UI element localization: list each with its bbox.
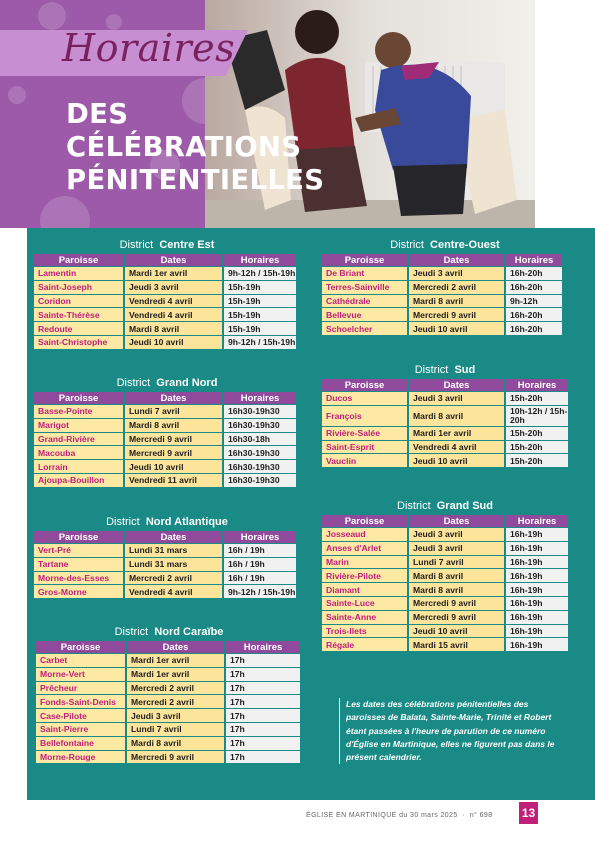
- parish-cell: Saint-Esprit: [322, 441, 407, 454]
- date-cell: Jeudi 10 avril: [409, 625, 504, 638]
- hours-cell: 17h: [226, 668, 300, 681]
- date-cell: Jeudi 10 avril: [409, 454, 504, 467]
- date-cell: Mardi 1er avril: [127, 668, 224, 681]
- district-centre-ouest: [320, 237, 570, 336]
- date-cell: Mercredi 2 avril: [127, 695, 224, 708]
- date-cell: Jeudi 3 avril: [127, 709, 224, 722]
- date-cell: Mardi 8 avril: [125, 322, 222, 335]
- parish-cell: Rivière-Pilote: [322, 569, 407, 582]
- hours-cell: 15h-20h: [506, 392, 568, 405]
- column-header-dates: Dates: [409, 254, 504, 266]
- date-cell: Jeudi 3 avril: [409, 542, 504, 555]
- table-row: [322, 406, 568, 426]
- table-row: [322, 625, 568, 638]
- table-row: [322, 528, 568, 541]
- table-row: [34, 419, 296, 432]
- parish-cell: Marin: [322, 556, 407, 569]
- hours-cell: 16h-19h: [506, 638, 568, 651]
- parish-cell: Morne-Vert: [36, 668, 125, 681]
- table-row: [34, 572, 296, 585]
- table-row: [34, 433, 296, 446]
- publication-date: du 30 mars 2025: [399, 812, 458, 819]
- schedule-panel: [27, 228, 595, 800]
- parish-cell: Morne-Rouge: [36, 751, 125, 764]
- parish-cell: Vert-Pré: [34, 544, 123, 557]
- table-header-row: [34, 392, 296, 404]
- hours-cell: 16h-19h: [506, 556, 568, 569]
- hours-cell: 9h-12h / 15h-19h: [224, 336, 296, 349]
- parish-cell: Schoelcher: [322, 322, 407, 335]
- page-title: [66, 98, 324, 197]
- date-cell: Mercredi 9 avril: [125, 446, 222, 459]
- hours-cell: 9h-12h / 15h-19h: [224, 585, 296, 598]
- date-cell: Mardi 1er avril: [409, 427, 504, 440]
- district-title: District Grand Nord: [116, 377, 218, 389]
- column-header-dates: Dates: [125, 531, 222, 543]
- hours-cell: 16h / 19h: [224, 572, 296, 585]
- column-header-dates: Dates: [127, 641, 224, 653]
- hours-cell: 15h-19h: [224, 322, 296, 335]
- column-header-dates: Dates: [409, 379, 504, 391]
- hours-cell: 10h-12h / 15h-20h: [506, 406, 568, 426]
- table-row: [34, 267, 296, 280]
- table-row: [322, 583, 568, 596]
- hours-cell: 16h-19h: [506, 569, 568, 582]
- column-header-horaires: Horaires: [506, 515, 568, 527]
- column-header-horaires: Horaires: [224, 392, 296, 404]
- date-cell: Jeudi 10 avril: [125, 460, 222, 473]
- hours-cell: 15h-20h: [506, 441, 568, 454]
- hours-cell: 17h: [226, 751, 300, 764]
- district-sud: [320, 362, 570, 468]
- column-header-dates: Dates: [125, 254, 222, 266]
- date-cell: Mercredi 9 avril: [127, 751, 224, 764]
- date-cell: Jeudi 10 avril: [409, 322, 504, 335]
- date-cell: Mercredi 2 avril: [409, 281, 504, 294]
- schedule-table: [320, 378, 570, 468]
- table-row: [322, 295, 562, 308]
- district-nord-caraibe: [34, 624, 304, 764]
- table-header-row: [322, 254, 562, 266]
- page-title-line: CÉLÉBRATIONS: [66, 131, 302, 163]
- date-cell: Mercredi 9 avril: [409, 308, 504, 321]
- table-row: [34, 308, 296, 321]
- parish-cell: Gros-Morne: [34, 585, 123, 598]
- parish-cell: Sainte-Luce: [322, 597, 407, 610]
- schedule-table: [320, 253, 564, 336]
- decorative-circle: [40, 196, 90, 228]
- parish-cell: François: [322, 406, 407, 426]
- hours-cell: 15h-19h: [224, 281, 296, 294]
- hours-cell: 16h-20h: [506, 308, 562, 321]
- table-row: [36, 668, 300, 681]
- table-row: [34, 336, 296, 349]
- table-row: [322, 556, 568, 569]
- hours-cell: 17h: [226, 695, 300, 708]
- district-title: District Sud: [414, 364, 476, 376]
- schedule-table: [32, 391, 298, 488]
- parish-cell: Bellevue: [322, 308, 407, 321]
- table-row: [322, 427, 568, 440]
- parish-cell: Ajoupa-Bouillon: [34, 474, 123, 487]
- hours-cell: 15h-20h: [506, 427, 568, 440]
- parish-cell: Sainte-Thérèse: [34, 308, 123, 321]
- date-cell: Vendredi 4 avril: [409, 441, 504, 454]
- date-cell: Lundi 31 mars: [125, 544, 222, 557]
- date-cell: Mercredi 9 avril: [409, 611, 504, 624]
- date-cell: Jeudi 3 avril: [409, 392, 504, 405]
- date-cell: Mardi 15 avril: [409, 638, 504, 651]
- parish-cell: Prêcheur: [36, 682, 125, 695]
- date-cell: Lundi 7 avril: [125, 405, 222, 418]
- hours-cell: 16h / 19h: [224, 544, 296, 557]
- parish-cell: Coridon: [34, 295, 123, 308]
- parish-cell: Sainte-Anne: [322, 611, 407, 624]
- table-row: [322, 597, 568, 610]
- schedule-table: [320, 514, 570, 652]
- table-row: [322, 441, 568, 454]
- table-row: [322, 611, 568, 624]
- table-row: [36, 737, 300, 750]
- date-cell: Jeudi 10 avril: [125, 336, 222, 349]
- parish-cell: De Briant: [322, 267, 407, 280]
- hours-cell: 16h-20h: [506, 267, 562, 280]
- date-cell: Vendredi 4 avril: [125, 585, 222, 598]
- hours-cell: 17h: [226, 723, 300, 736]
- parish-cell: Josseaud: [322, 528, 407, 541]
- hours-cell: 16h-20h: [506, 322, 562, 335]
- hours-cell: 17h: [226, 682, 300, 695]
- column-header-paroisse: Paroisse: [34, 392, 123, 404]
- hours-cell: 16h-19h: [506, 625, 568, 638]
- parish-cell: Rivière-Salée: [322, 427, 407, 440]
- parish-cell: Trois-Ilets: [322, 625, 407, 638]
- district-title: District Grand Sud: [397, 500, 493, 512]
- column-header-paroisse: Paroisse: [34, 531, 123, 543]
- column-header-paroisse: Paroisse: [322, 254, 407, 266]
- parish-cell: Lamentin: [34, 267, 123, 280]
- table-row: [322, 267, 562, 280]
- hours-cell: 16h30-19h30: [224, 460, 296, 473]
- hours-cell: 16h30-19h30: [224, 405, 296, 418]
- table-row: [322, 638, 568, 651]
- district-title: District Nord Atlantique: [106, 516, 228, 528]
- page-title-line: PÉNITENTIELLES: [66, 164, 325, 196]
- column-header-paroisse: Paroisse: [322, 379, 407, 391]
- column-header-dates: Dates: [125, 392, 222, 404]
- parish-cell: Saint-Pierre: [36, 723, 125, 736]
- date-cell: Mercredi 2 avril: [125, 572, 222, 585]
- parish-cell: Saint-Joseph: [34, 281, 123, 294]
- date-cell: Mardi 8 avril: [409, 569, 504, 582]
- hours-cell: 16h-19h: [506, 583, 568, 596]
- table-row: [36, 751, 300, 764]
- date-cell: Jeudi 3 avril: [125, 281, 222, 294]
- table-header-row: [34, 531, 296, 543]
- district-title: District Centre Est: [119, 239, 215, 251]
- column-header-horaires: Horaires: [224, 531, 296, 543]
- table-row: [34, 295, 296, 308]
- table-row: [322, 281, 562, 294]
- parish-cell: Morne-des-Esses: [34, 572, 123, 585]
- district-nord-atlantique: [32, 514, 302, 599]
- table-row: [34, 460, 296, 473]
- hours-cell: 16h-19h: [506, 597, 568, 610]
- issue-number: n° 698: [469, 812, 493, 819]
- table-row: [322, 392, 568, 405]
- hours-cell: 16h-20h: [506, 281, 562, 294]
- district-centre-est: [32, 237, 302, 350]
- page-title-line: DES: [66, 98, 129, 130]
- date-cell: Mercredi 2 avril: [127, 682, 224, 695]
- parish-cell: Lorrain: [34, 460, 123, 473]
- parish-cell: Cathédrale: [322, 295, 407, 308]
- page-number: 13: [519, 802, 538, 824]
- table-row: [36, 709, 300, 722]
- parish-cell: Régale: [322, 638, 407, 651]
- schedule-table: [32, 253, 298, 350]
- date-cell: Vendredi 4 avril: [125, 308, 222, 321]
- column-header-horaires: Horaires: [224, 254, 296, 266]
- column-header-horaires: Horaires: [506, 379, 568, 391]
- table-row: [322, 308, 562, 321]
- parish-cell: Diamant: [322, 583, 407, 596]
- parish-cell: Redoute: [34, 322, 123, 335]
- parish-cell: Saint-Christophe: [34, 336, 123, 349]
- district-grand-nord: [32, 375, 302, 488]
- hours-cell: 17h: [226, 654, 300, 667]
- decorative-circle: [8, 86, 26, 104]
- district-title: District Nord Caraïbe: [114, 626, 224, 638]
- table-row: [34, 558, 296, 571]
- parish-cell: Vauclin: [322, 454, 407, 467]
- parish-cell: Macouba: [34, 446, 123, 459]
- hours-cell: 16h30-19h30: [224, 446, 296, 459]
- date-cell: Mardi 8 avril: [125, 419, 222, 432]
- table-row: [322, 322, 562, 335]
- script-title: Horaires: [62, 26, 236, 70]
- table-row: [322, 569, 568, 582]
- table-row: [34, 405, 296, 418]
- column-header-paroisse: Paroisse: [322, 515, 407, 527]
- parish-cell: Tartane: [34, 558, 123, 571]
- hours-cell: 15h-19h: [224, 308, 296, 321]
- column-header-horaires: Horaires: [226, 641, 300, 653]
- hours-cell: 17h: [226, 737, 300, 750]
- date-cell: Lundi 7 avril: [127, 723, 224, 736]
- date-cell: Vendredi 4 avril: [125, 295, 222, 308]
- date-cell: Mardi 8 avril: [409, 583, 504, 596]
- table-row: [34, 585, 296, 598]
- date-cell: Mardi 8 avril: [409, 406, 504, 426]
- table-row: [322, 454, 568, 467]
- table-row: [322, 542, 568, 555]
- hours-cell: 16h30-18h: [224, 433, 296, 446]
- parish-cell: Ducos: [322, 392, 407, 405]
- table-row: [34, 322, 296, 335]
- hours-cell: 16h / 19h: [224, 558, 296, 571]
- district-title: District Centre-Ouest: [390, 239, 500, 251]
- table-header-row: [322, 515, 568, 527]
- schedule-table: [32, 530, 298, 599]
- date-cell: Lundi 31 mars: [125, 558, 222, 571]
- hours-cell: 9h-12h: [506, 295, 562, 308]
- table-header-row: [36, 641, 300, 653]
- column-header-horaires: Horaires: [506, 254, 562, 266]
- table-row: [34, 281, 296, 294]
- hours-cell: 17h: [226, 709, 300, 722]
- column-header-paroisse: Paroisse: [36, 641, 125, 653]
- parish-cell: Case-Pilote: [36, 709, 125, 722]
- date-cell: Mercredi 9 avril: [409, 597, 504, 610]
- date-cell: Jeudi 3 avril: [409, 528, 504, 541]
- table-header-row: [34, 254, 296, 266]
- parish-cell: Anses d'Arlet: [322, 542, 407, 555]
- date-cell: Mardi 8 avril: [409, 295, 504, 308]
- parish-cell: Fonds-Saint-Denis: [36, 695, 125, 708]
- parish-cell: Marigot: [34, 419, 123, 432]
- column-header-dates: Dates: [409, 515, 504, 527]
- schedule-table: [34, 640, 302, 764]
- table-header-row: [322, 379, 568, 391]
- district-grand-sud: [320, 498, 570, 652]
- hours-cell: 15h-19h: [224, 295, 296, 308]
- hours-cell: 15h-20h: [506, 454, 568, 467]
- editorial-note: Les dates des célébrations pénitentielles des paroisses de Balata, Sainte-Marie, Trinité et Robert étant passées à l'heure de parution de ce numéro d'Église en Martinique, elles ne figurent pas dans le présent calendrier.: [339, 698, 570, 764]
- date-cell: Vendredi 11 avril: [125, 474, 222, 487]
- column-header-paroisse: Paroisse: [34, 254, 123, 266]
- parish-cell: Terres-Sainville: [322, 281, 407, 294]
- table-row: [34, 474, 296, 487]
- parish-cell: Bellefontaine: [36, 737, 125, 750]
- hours-cell: 16h30-19h30: [224, 474, 296, 487]
- date-cell: Jeudi 3 avril: [409, 267, 504, 280]
- parish-cell: Grand-Rivière: [34, 433, 123, 446]
- date-cell: Mardi 1er avril: [125, 267, 222, 280]
- table-row: [36, 682, 300, 695]
- table-row: [36, 695, 300, 708]
- hours-cell: 16h-19h: [506, 528, 568, 541]
- table-row: [34, 446, 296, 459]
- date-cell: Mardi 8 avril: [127, 737, 224, 750]
- table-row: [36, 654, 300, 667]
- parish-cell: Basse-Pointe: [34, 405, 123, 418]
- hours-cell: 9h-12h / 15h-19h: [224, 267, 296, 280]
- date-cell: Mercredi 9 avril: [125, 433, 222, 446]
- parish-cell: Carbet: [36, 654, 125, 667]
- hours-cell: 16h30-19h30: [224, 419, 296, 432]
- publication-name: ÉGLISE EN MARTINIQUE: [306, 812, 397, 819]
- hours-cell: 16h-19h: [506, 542, 568, 555]
- date-cell: Mardi 1er avril: [127, 654, 224, 667]
- footer-credit: ÉGLISE EN MARTINIQUE du 30 mars 2025 · n° 698: [306, 812, 493, 819]
- header-banner: [0, 0, 535, 228]
- table-row: [34, 544, 296, 557]
- hours-cell: 16h-19h: [506, 611, 568, 624]
- date-cell: Lundi 7 avril: [409, 556, 504, 569]
- table-row: [36, 723, 300, 736]
